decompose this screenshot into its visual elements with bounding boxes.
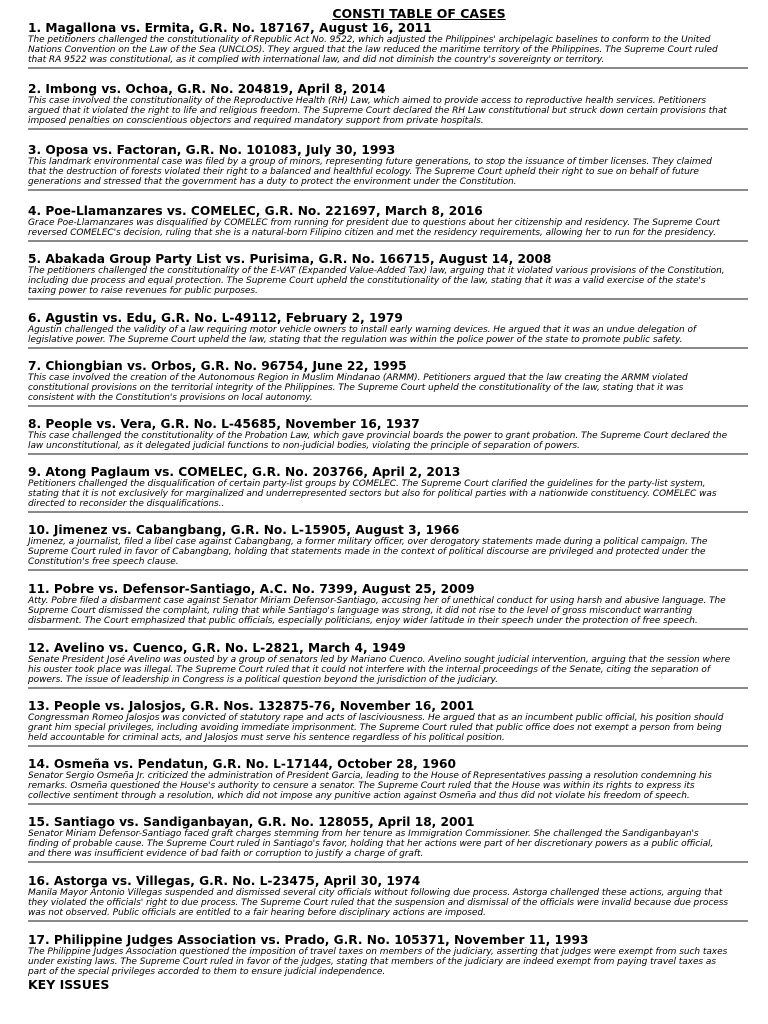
case-summary — [28, 266, 740, 296]
case-summary-line: This case challenged the constitutionality of the Probation Law, which gave provincial boards the power to grant probation. The Supreme Court declared the — [28, 431, 728, 441]
case-summary — [28, 96, 740, 126]
case-entry — [28, 642, 740, 689]
case-summary-line: Senator Miriam Defensor-Santiago faced graft charges stemming from her tenure as Immigration Commissioner. She challenged the Sandiganbayan's — [28, 829, 699, 839]
case-summary-line: they violated the officials' right to due process. The Supreme Court ruled that the suspension and dismissal of the officials were invalid because due process — [28, 898, 728, 908]
case-divider — [28, 861, 748, 863]
case-summary-line: held accountable for criminal acts, and Jalosjos must serve his sentence regardless of his political position. — [28, 733, 505, 743]
case-divider — [28, 128, 748, 130]
case-summary-line: Jimenez, a journalist, filed a libel case against Cabangbang, a former military officer, over derogatory statements made during a political campaign. The — [28, 537, 708, 547]
case-summary — [28, 713, 740, 743]
document-page — [28, 6, 740, 992]
case-summary-line: Petitioners challenged the disqualification of certain party-list groups by COMELEC. The Supreme Court clarified the guidelines for the party-list system, — [28, 479, 706, 489]
case-summary — [28, 771, 740, 801]
case-summary-line: consistent with the Constitution's provisions on local autonomy. — [28, 393, 313, 403]
case-summary-line: Senator Sergio Osmeña Jr. criticized the administration of President Garcia, leading to the House of Representatives passing a resolution condemning his — [28, 771, 712, 781]
case-entry — [28, 816, 740, 863]
case-summary-line: Agustin challenged the validity of a law requiring motor vehicle owners to install early warning devices. He argued that it was an undue delegation of — [28, 325, 697, 335]
case-divider — [28, 511, 748, 513]
case-summary-line: The petitioners challenged the constitutionality of Republic Act No. 9522, which adjusted the Philippines' archipelagic baselines to conform to the United — [28, 35, 711, 45]
case-summary-line: This landmark environmental case was filed by a group of minors, representing future generations, to stop the issuance of timber licenses. They claimed — [28, 157, 712, 167]
case-heading: 4. Poe-Llamanzares vs. COMELEC, G.R. No. 221697, March 8, 2016 — [28, 204, 483, 218]
case-heading: 6. Agustin vs. Edu, G.R. No. L-49112, February 2, 1979 — [28, 311, 403, 325]
case-summary — [28, 157, 740, 187]
case-summary-line: that the destruction of forests violated their right to a balanced and healthful ecology. The Supreme Court upheld their right to sue on behalf of future — [28, 167, 699, 177]
case-summary-line: imposed penalties on conscientious objectors and required mandatory support from private hospitals. — [28, 116, 484, 126]
case-summary-line: part of the special privileges accorded to them to ensure judicial independence. — [28, 967, 386, 977]
case-summary-line: disbarment. The Court emphasized that public officials, especially politicians, enjoy wider latitude in their speech under the protection of free speech. — [28, 616, 698, 626]
case-summary — [28, 479, 740, 509]
document-title: CONSTI TABLE OF CASES — [332, 6, 506, 21]
case-summary-line: Atty. Pobre filed a disbarment case against Senator Miriam Defensor-Santiago, accusing her of unethical conduct for using harsh and abusive language. The — [28, 596, 726, 606]
case-summary-line: reversed COMELEC's decision, ruling that she is a natural-born Filipino citizen and met the residency requirements, allowing her to run for the presidency. — [28, 228, 716, 238]
case-heading: 13. People vs. Jalosjos, G.R. Nos. 132875-76, November 16, 2001 — [28, 699, 475, 713]
case-summary-line: taxing power to raise revenues for public purposes. — [28, 286, 258, 296]
case-entry — [28, 144, 740, 191]
case-summary-line: legislative power. The Supreme Court upheld the law, stating that the regulation was within the police power of the state to promote public safety. — [28, 335, 683, 345]
case-entry — [28, 205, 740, 242]
case-divider — [28, 569, 748, 571]
case-summary-line: The petitioners challenged the constitutionality of the E-VAT (Expanded Value-Added Tax) law, arguing that it violated various provisions of the Constitution, — [28, 266, 725, 276]
case-summary — [28, 655, 740, 685]
case-heading: 12. Avelino vs. Cuenco, G.R. No. L-2821, March 4, 1949 — [28, 641, 406, 655]
case-divider — [28, 745, 748, 747]
case-summary — [28, 888, 740, 918]
case-summary-line: under existing laws. The Supreme Court ruled in favor of the judges, stating that members of the judiciary are indeed exempt from paying travel taxes as — [28, 957, 716, 967]
case-summary-line: grant him special privileges, including avoiding immediate imprisonment. The Supreme Court ruled that public office does not exempt a person from being — [28, 723, 722, 733]
case-summary-line: law unconstitutional, as it delegated judicial functions to non-judicial bodies, violating the principle of separation of powers. — [28, 441, 580, 451]
case-summary-line: Constitution's free speech clause. — [28, 557, 179, 567]
case-summary — [28, 537, 740, 567]
case-entry — [28, 312, 740, 349]
case-summary-line: generations and stressed that the government has a duty to protect the environment under the Constitution. — [28, 177, 517, 187]
case-summary-line: directed to reconsider the disqualifications.. — [28, 499, 225, 509]
case-entry — [28, 700, 740, 747]
case-summary-line: argued that it violated the right to life and religious freedom. The Supreme Court declared the RH Law constitutional but struck down certain provisions that — [28, 106, 727, 116]
case-summary-line: collective sentiment through a resolution, which did not impose any punitive action against Osmeña and thus did not violate his freedom of speech. — [28, 791, 690, 801]
case-summary-line: The Philippine Judges Association questioned the imposition of travel taxes on members of the judiciary, asserting that judges were exempt from such taxes — [28, 947, 728, 957]
case-summary-line: Senate President José Avelino was ousted by a group of senators led by Mariano Cuenco. Avelino sought judicial intervention, arguing that the session where — [28, 655, 731, 665]
case-divider — [28, 628, 748, 630]
case-summary-line: This case involved the creation of the Autonomous Region in Muslim Mindanao (ARMM). Petitioners argued that the law creating the ARMM violated — [28, 373, 688, 383]
case-summary-line: his ouster took place was illegal. The Supreme Court ruled that it could not interfere with the internal proceedings of the Senate, citing the separation of — [28, 665, 710, 675]
case-divider — [28, 803, 748, 805]
case-summary-line: constitutional provisions on the territorial integrity of the Philippines. The Supreme Court upheld the constitutionality of the law, stating that it was — [28, 383, 684, 393]
case-heading: 16. Astorga vs. Villegas, G.R. No. L-23475, April 30, 1974 — [28, 874, 421, 888]
case-entry — [28, 875, 740, 922]
case-summary — [28, 325, 740, 345]
case-summary — [28, 829, 740, 859]
case-summary — [28, 596, 740, 626]
case-summary — [28, 947, 740, 977]
case-summary-line: Supreme Court dismissed the complaint, ruling that while Santiago's language was strong, it did not rise to the level of gross misconduct warranting — [28, 606, 693, 616]
case-entry — [28, 583, 740, 630]
case-summary — [28, 218, 740, 238]
case-divider — [28, 189, 748, 191]
case-entry — [28, 253, 740, 300]
case-heading: 7. Chiongbian vs. Orbos, G.R. No. 96754, June 22, 1995 — [28, 359, 407, 373]
key-issues-heading: KEY ISSUES — [28, 977, 110, 992]
case-heading: 10. Jimenez vs. Cabangbang, G.R. No. L-15905, August 3, 1966 — [28, 523, 460, 537]
case-entry — [28, 524, 740, 571]
case-heading: 2. Imbong vs. Ochoa, G.R. No. 204819, April 8, 2014 — [28, 82, 386, 96]
case-entry — [28, 360, 740, 407]
case-divider — [28, 67, 748, 69]
case-heading: 8. People vs. Vera, G.R. No. L-45685, November 16, 1937 — [28, 417, 420, 431]
case-summary-line: Nations Convention on the Law of the Sea (UNCLOS). They argued that the law reduced the maritime territory of the Philippines. The Supreme Court ruled — [28, 45, 718, 55]
case-entry — [28, 22, 740, 69]
case-summary — [28, 35, 740, 65]
case-divider — [28, 405, 748, 407]
case-heading: 5. Abakada Group Party List vs. Purisima, G.R. No. 166715, August 14, 2008 — [28, 252, 552, 266]
case-summary-line: Supreme Court ruled in favor of Cabangbang, holding that statements made in the context of political discourse are privileged and protected under the — [28, 547, 706, 557]
case-summary-line: This case involved the constitutionality of the Reproductive Health (RH) Law, which aimed to provide access to reproductive health services. Petitioners — [28, 96, 706, 106]
case-summary-line: finding of probable cause. The Supreme Court ruled in Santiago's favor, holding that her actions were part of her discretionary powers as a public official, — [28, 839, 714, 849]
case-summary-line: that RA 9522 was constitutional, as it complied with international law, and did not diminish the country's sovereignty or territory. — [28, 55, 605, 65]
case-entry — [28, 418, 740, 455]
case-summary-line: including due process and equal protection. The Supreme Court upheld the constitutionality of the law, stating that it was a valid exercise of the state's — [28, 276, 706, 286]
case-list — [28, 22, 740, 977]
case-entry — [28, 466, 740, 513]
case-divider — [28, 920, 748, 922]
case-summary-line: stating that it is not exclusively for marginalized and underrepresented sectors but also for political parties with a nationwide constituency. COMELEC was — [28, 489, 717, 499]
case-divider — [28, 298, 748, 300]
case-summary-line: and there was insufficient evidence of bad faith or corruption to justify a charge of graft. — [28, 849, 424, 859]
case-heading: 14. Osmeña vs. Pendatun, G.R. No. L-17144, October 28, 1960 — [28, 757, 456, 771]
case-entry — [28, 83, 740, 130]
case-heading: 11. Pobre vs. Defensor-Santiago, A.C. No. 7399, August 25, 2009 — [28, 582, 475, 596]
case-divider — [28, 240, 748, 242]
case-summary-line: was not observed. Public officials are entitled to a fair hearing before disciplinary actions are imposed. — [28, 908, 486, 918]
case-summary-line: powers. The issue of leadership in Congress is a political question beyond the jurisdiction of the judiciary. — [28, 675, 498, 685]
case-heading: 3. Oposa vs. Factoran, G.R. No. 101083, July 30, 1993 — [28, 143, 396, 157]
case-divider — [28, 347, 748, 349]
case-heading: 9. Atong Paglaum vs. COMELEC, G.R. No. 203766, April 2, 2013 — [28, 465, 461, 479]
case-divider — [28, 453, 748, 455]
case-entry — [28, 934, 740, 977]
case-summary-line: remarks. Osmeña questioned the House's authority to censure a senator. The Supreme Court ruled that the House was within its rights to express its — [28, 781, 695, 791]
case-summary-line: Grace Poe-Llamanzares was disqualified by COMELEC from running for president due to questions about her citizenship and residency. The Supreme Court — [28, 218, 720, 228]
case-summary-line: Manila Mayor Antonio Villegas suspended and dismissed several city officials without following due process. Astorga challenged these actions, arguing that — [28, 888, 723, 898]
case-heading: 1. Magallona vs. Ermita, G.R. No. 187167, August 16, 2011 — [28, 21, 432, 35]
case-heading: 15. Santiago vs. Sandiganbayan, G.R. No. 128055, April 18, 2001 — [28, 815, 475, 829]
case-divider — [28, 687, 748, 689]
case-heading: 17. Philippine Judges Association vs. Prado, G.R. No. 105371, November 11, 1993 — [28, 933, 589, 947]
case-summary — [28, 373, 740, 403]
case-entry — [28, 758, 740, 805]
case-summary-line: Congressman Romeo Jalosjos was convicted of statutory rape and acts of lasciviousness. He argued that as an incumbent public official, his position should — [28, 713, 724, 723]
case-summary — [28, 431, 740, 451]
